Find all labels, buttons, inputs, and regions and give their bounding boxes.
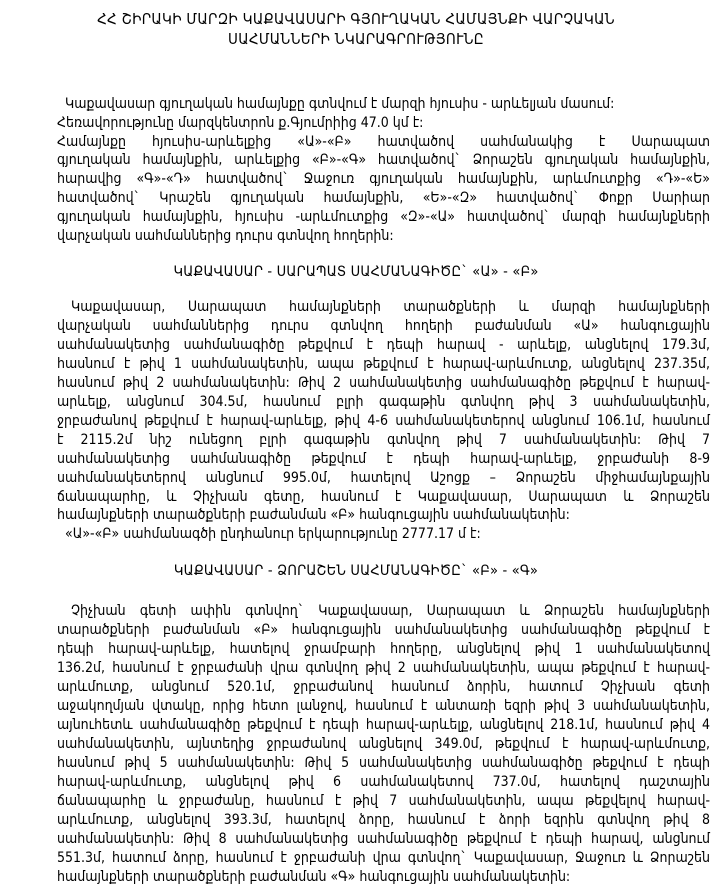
section-a-b-line: հասնում թիվ 2 սահմանակետին: Թիվ 2 սահմանակետից սահմանագիծը թեքվում է հարավ- (57, 375, 710, 391)
section-b-g-line: 551.3մ, հատում ձորը, հասնում է ջրբաժանի վրա գտնվող` Կաքավասար, Ջաջուռ և Ձորաշեն (57, 850, 710, 866)
section-a-b-line: Կաքավասար, Սարապատ համայնքների տարածքների և մարզի համայնքների (71, 299, 710, 315)
section-a-b-total-length: «Ա»-«Բ» սահմանագծի ընդհանուր երկարությունը 2777.17 մ է: (65, 526, 481, 542)
section-b-g-line: դեպի հարավ-արևելք, հատելով ջրամբարի հողերը, անցնելով թիվ 1 սահմանակետով (57, 641, 710, 657)
intro-line: գյուղական համայնքին, արևելքից «Բ»-«Գ» հատվածով` Ձորաշեն գյուղական համայնքին, (57, 152, 710, 168)
section-b-g-line: տարածքների բաժանման «Բ» հանգուցային սահմանակետից սահմանագիծը թեքվում է (57, 622, 710, 638)
intro-line: հատվածով` Կրաշեն գյուղական համայնքին, «Ե»-«Զ» հատվածով` Փոքր Սարիար (57, 190, 710, 206)
intro-line: Կաքավասար գյուղական համայնքը գտնվում է մարզի հյուսիս - արևելյան մասում: (65, 96, 615, 112)
section-a-b-line: է 2115.2մ նիշ ունեցող բլրի գագաթին գտնվող թիվ 7 սահմանակետին: Թիվ 7 (57, 432, 710, 448)
intro-line: Համայնքը հյուսիս-արևելքից «Ա»-«Բ» հատվածով սահմանակից է Սարապատ (57, 134, 710, 150)
section-a-b-line: ջրբաժանով թեքվում է հարավ-արևելք, թիվ 4-6 սահմանակետերով անցնում 106.1մ, հասնում (57, 413, 710, 429)
section-a-b-line: վարչական սահմաններից դուրս գտնվող հողերի բաժանման «Ա» հանգուցային (57, 318, 710, 334)
intro-line: հարավից «Գ»-«Դ» հատվածով` Ջաջուռ գյուղական համայնքին, արևմուտքից «Դ»-«Ե» (57, 171, 710, 187)
section-b-g-line: ճանապարհը և ջրբաժանը, հասնում է թիվ 7 սահմանակետին, ապա թեքվելով հարավ- (57, 793, 710, 809)
section-b-g-line: հասնում թիվ 5 սահմանակետին: Թիվ 5 սահմանակետից սահմանագիծը թեքվում է դեպի (57, 755, 710, 771)
section-b-g-line: սահմանակետին, այնտեղից ջրբաժանով անցնելով 349.0մ, թեքվում է հարավ-արևմուտք, (57, 736, 710, 752)
section-b-g-line: սահմանակետին: Թիվ 8 սահմանակետից սահմանագիծը թեքվում է դեպի հարավ, անցնում (57, 831, 710, 847)
section-a-b-line: համայնքների տարածքների բաժանման «Բ» հանգուցային սահմանակետին: (57, 507, 570, 523)
section-b-g-line: 136.2մ, հասնում է ջրբաժանի վրա գտնվող թիվ 2 սահմանակետին, ապա թեքվում է հարավ- (57, 660, 710, 676)
section-a-b-line: ճանապարհը, և Չիչխան գետը, հասնում է Կաքավասար, Սարապատ և Ձորաշեն (57, 489, 710, 505)
section-heading-b-g: ԿԱՔԱՎԱՍԱՐ - ՁՈՐԱՇԵՆ ՍԱՀՄԱՆԱԳԻԾԸ` «Բ» - «Գ» (173, 563, 539, 579)
intro-line: Հեռավորությունը մարզկենտրոն ք.Գյումրիից 47.0 կմ է: (57, 115, 424, 131)
section-b-g-line: արևմուտք, անցնում 520.1մ, ջրբաժանով հասնում ձորին, հատում Չիչխան գետի (57, 679, 710, 695)
intro-line: վարչական սահմաններից դուրս գտնվող հողերին: (57, 228, 394, 244)
section-a-b-line: արևելք, անցնում 304.5մ, հասնում բլրի գագաթին գտնվող թիվ 3 սահմանակետին, (57, 394, 710, 410)
intro-line: գյուղական համայնքին, հյուսիս -արևմուտքից «Զ»-«Ա» հատվածով` մարզի համայնքների (57, 209, 710, 225)
section-b-g-line: Չիչխան գետի ափին գտնվող` Կաքավասար, Սարապատ և Ձորաշեն համայնքների (71, 603, 710, 619)
section-heading-a-b: ԿԱՔԱՎԱՍԱՐ - ՍԱՐԱՊԱՏ ՍԱՀՄԱՆԱԳԻԾԸ` «Ա» - «Բ» (173, 264, 539, 280)
section-b-g-line: հարավ-արևմուտք, անցնելով թիվ 6 սահմանակետով 737.0մ, հատելով դաշտային (57, 774, 710, 790)
section-a-b-line: սահմանակետերով անցնում 995.0մ, հատելով Աշոցք – Ձորաշեն միջհամայնքային (57, 470, 710, 486)
section-b-g-line: արևմուտք, անցնելով 393.3մ, հատելով ձորը, հասնում է ձորի եզրին գտնվող թիվ 8 (57, 812, 710, 828)
document-title-line-2: ՍԱՀՄԱՆՆԵՐԻ ՆԿԱՐԱԳՐՈՒԹՅՈՒՆԸ (228, 30, 484, 48)
section-a-b-line: սահմանակետից սահմանագիծը թեքվում է դեպի հարավ-արևելք, ջրբաժանի 8-9 (57, 451, 710, 467)
section-a-b-line: սահմանակետից սահմանագիծը թեքվում է դեպի հարավ - արևելք, անցնելով 179.3մ, (57, 337, 710, 353)
document-title-line-1: ՀՀ ՇԻՐԱԿԻ ՄԱՐԶԻ ԿԱՔԱՎԱՍԱՐԻ ԳՅՈՒՂԱԿԱՆ ՀԱՄԱՅՆՔԻ ՎԱՐՉԱԿԱՆ (97, 10, 615, 28)
section-b-g-line: աջակողմյան վտակը, որից հետո լանջով, հասնում է անտառի եզրի թիվ 3 սահմանակետին, (57, 698, 710, 714)
section-b-g-line: այնուհետև սահմանագիծը թեքվում է դեպի հարավ-արևելք, անցնելով 218.1մ, հասնում թիվ 4 (57, 717, 710, 733)
section-b-g-line: համայնքների տարածքների բաժանման «Գ» հանգուցային սահմանակետին: (57, 869, 571, 885)
section-a-b-line: հասնում է թիվ 1 սահմանակետին, ապա թեքվում է հարավ-արևմուտք, անցնելով 237.35մ, (57, 356, 710, 372)
